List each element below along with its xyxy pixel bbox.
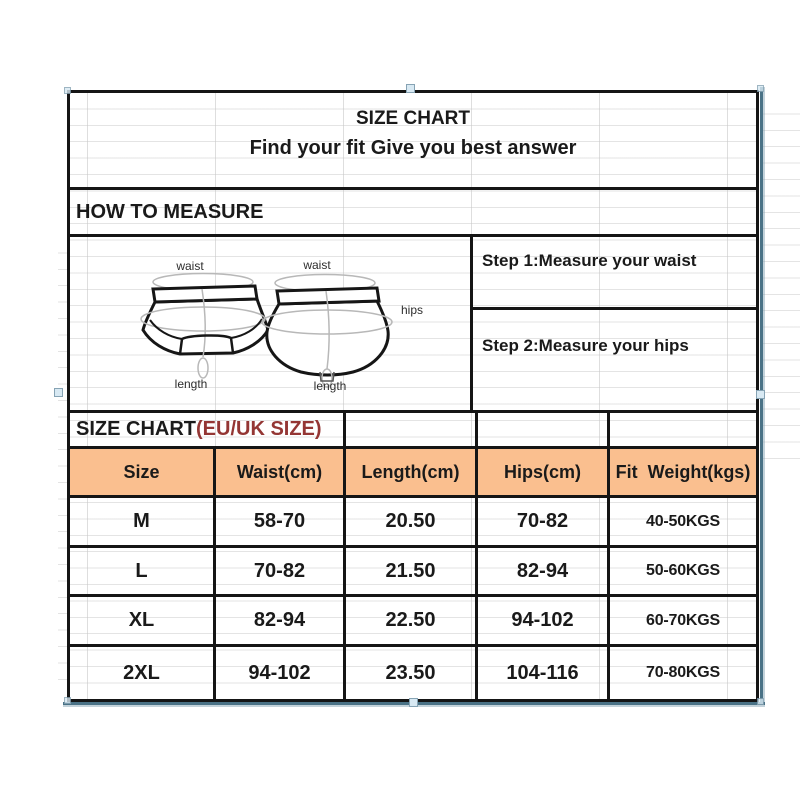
size-chart-heading-main: SIZE CHART xyxy=(76,418,196,440)
right-margin-gridlines xyxy=(763,98,800,460)
hips-label: hips xyxy=(400,303,424,317)
selection-handle-top-right[interactable] xyxy=(757,85,764,92)
column-header-size: Size xyxy=(123,461,160,482)
how-to-measure-row xyxy=(70,190,756,237)
measure-steps xyxy=(470,237,756,410)
page-title: SIZE CHART xyxy=(356,108,470,129)
selection-handle-left[interactable] xyxy=(54,388,63,397)
how-to-measure-heading: HOW TO MEASURE xyxy=(76,200,264,223)
waist-label-right: waist xyxy=(303,258,331,272)
fit-weight-value: 70-80KGS xyxy=(607,647,756,699)
size-chart-heading-row xyxy=(70,413,756,449)
size-value: 2XL xyxy=(123,661,160,684)
page-subtitle: Find your fit Give you best answer xyxy=(249,137,577,159)
underwear-diagrams xyxy=(70,237,470,410)
title-block xyxy=(70,93,756,190)
left-margin-gridlines xyxy=(58,237,67,692)
waist-label-left: waist xyxy=(176,259,204,273)
table-header-row xyxy=(70,449,756,498)
selection-handle-top-left[interactable] xyxy=(64,87,71,94)
selection-handle-bottom-right[interactable] xyxy=(757,698,764,705)
length-value: 20.50 xyxy=(343,498,475,545)
size-chart-frame xyxy=(67,90,759,702)
length-value: 23.50 xyxy=(343,647,475,699)
waist-value: 82-94 xyxy=(213,597,343,644)
heading-divider xyxy=(607,413,610,446)
underwear-diagram-art xyxy=(70,237,470,410)
table-row xyxy=(70,548,756,597)
measure-section xyxy=(70,237,756,413)
selection-handle-top[interactable] xyxy=(406,84,415,93)
waist-value: 58-70 xyxy=(213,498,343,545)
length-label-left: length xyxy=(174,377,208,391)
column-header-waist: Waist(cm) xyxy=(213,449,343,495)
hips-value: 94-102 xyxy=(475,597,607,644)
size-chart-heading-note: (EU/UK SIZE) xyxy=(196,418,322,440)
hips-value: 104-116 xyxy=(475,647,607,699)
table-row xyxy=(70,498,756,548)
length-value: 22.50 xyxy=(343,597,475,644)
column-header-fit-weight: Fit Weight(kgs) xyxy=(607,449,756,495)
heading-divider xyxy=(343,413,346,446)
size-value: XL xyxy=(128,609,155,631)
waist-value: 70-82 xyxy=(213,548,343,594)
fit-weight-value: 40-50KGS xyxy=(607,498,756,545)
selection-handle-right[interactable] xyxy=(756,390,765,399)
size-value: L xyxy=(135,559,148,582)
step-1-text: Step 1:Measure your waist xyxy=(473,237,756,310)
size-value: M xyxy=(133,510,150,532)
hips-value: 82-94 xyxy=(475,548,607,594)
column-header-length: Length(cm) xyxy=(343,449,475,495)
fit-weight-value: 50-60KGS xyxy=(607,548,756,594)
selection-handle-bottom-left[interactable] xyxy=(64,697,71,704)
hips-value: 70-82 xyxy=(475,498,607,545)
step-2-text: Step 2:Measure your hips xyxy=(482,336,689,355)
length-label-right: length xyxy=(313,379,347,393)
fit-weight-value: 60-70KGS xyxy=(607,597,756,644)
selection-handle-bottom[interactable] xyxy=(409,698,418,707)
column-header-hips: Hips(cm) xyxy=(475,449,607,495)
length-value: 21.50 xyxy=(343,548,475,594)
waist-value: 94-102 xyxy=(213,647,343,699)
table-row xyxy=(70,597,756,647)
heading-divider xyxy=(475,413,478,446)
table-row xyxy=(70,647,756,699)
size-chart-heading xyxy=(70,418,322,441)
